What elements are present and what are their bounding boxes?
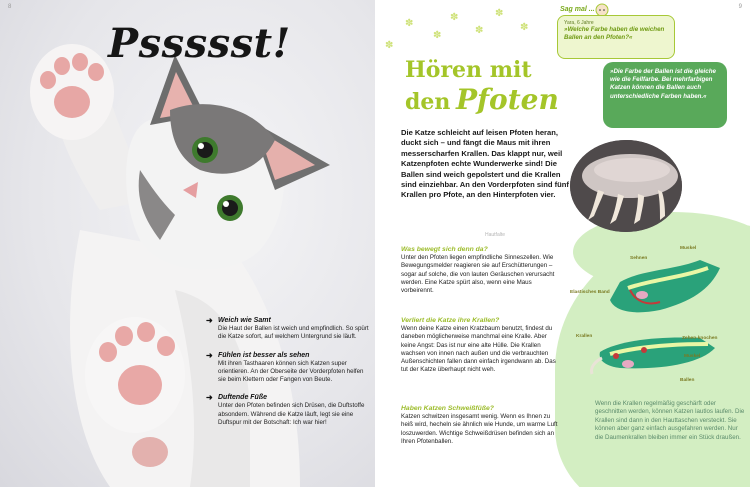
- fact-title: Duftende Füße: [218, 394, 267, 402]
- fact-text: Unter den Pfoten befinden sich Drüsen, die Duftstoffe absondern. Während die Katze läuft, legt sie eine Duftspur mit der Botschaft: Ich war hier!: [218, 402, 365, 427]
- headline: Pssssst!: [108, 20, 291, 67]
- fact-item: [206, 351, 372, 385]
- paw-print-icon: ✽: [405, 18, 414, 29]
- intro-text: Die Katze schleicht auf leisen Pfoten heran, duckt sich – und fängt die Maus mit ihren messerscharfen Krallen. Das klappt nur, weil Katzenpfoten echte Wunderwerke sind! Die Ballen sind weich gepolstert und die Krallen sind einziehbar. An den Vorderpfoten sind fünf Krallen pro Pfote, an den Hinterpfoten vier.: [401, 128, 569, 200]
- arrow-icon: ➜: [206, 316, 213, 325]
- qa-answer: Unter den Pfoten liegen empfindliche Sinneszellen. Wie Bewegungsmelder reagieren sie auf Erschütterungen – sogar auf solche, die von lauten Geräuschen verursacht werden. Eine Katze spürt also, wenn eine Maus vorbeirennt.: [401, 254, 555, 295]
- title-line-2a: den: [405, 89, 451, 115]
- claw-photo: [570, 140, 682, 232]
- label-elastisches-band: Elastisches Band: [570, 290, 610, 295]
- fact-item: [206, 316, 372, 342]
- arrow-icon: ➜: [206, 350, 213, 360]
- title-line-1: Hören mit: [405, 57, 532, 83]
- bubble-question: »Welche Farbe haben die weichen Ballen an den Pfoten?«: [564, 26, 665, 41]
- page-title: [405, 55, 559, 119]
- qa-question: Haben Katzen Schweißfüße?: [401, 405, 494, 412]
- paw-print-icon: ✽: [385, 40, 394, 51]
- label-ballen: Ballen: [680, 378, 695, 383]
- fact-item: [206, 393, 372, 427]
- qa-block: [401, 316, 563, 375]
- label-sehnen: Sehnen: [630, 256, 648, 261]
- fact-text: Die Haut der Ballen ist weich und empfindlich. So spürt die Katze sofort, auf welchem Untergrund sie läuft.: [218, 325, 369, 341]
- bubble-answer: »Die Farbe der Ballen ist die gleiche wie die Fellfarbe. Bei mehrfarbigen Katzen können die Ballen auch unterschiedliche Farben haben.«: [610, 68, 716, 100]
- fact-title: Weich wie Samt: [218, 317, 271, 324]
- fact-list: [206, 316, 372, 436]
- paw-print-icon: ✽: [520, 22, 529, 33]
- arrow-icon: ➜: [206, 393, 213, 403]
- bubble-label: Sag mal ...: [560, 6, 595, 13]
- photo-caption: Hautfalte: [485, 232, 506, 238]
- right-page: [375, 0, 750, 487]
- claw-text: Wenn die Krallen regelmäßig geschärft oder geschnitten werden, können Katzen lautlos laufen. Die Krallen sind dann in den Hauttaschen versteckt. Sie können aber ganz einfach ausgefahren werden. Nur die Daumenkrallen bleiben immer ein Stück draußen.: [595, 400, 745, 441]
- paw-print-icon: ✽: [475, 25, 484, 36]
- qa-block: [401, 404, 563, 446]
- qa-question: Verliert die Katze ihre Krallen?: [401, 317, 500, 324]
- answer-bubble: [603, 62, 727, 128]
- paw-print-icon: ✽: [495, 8, 504, 19]
- label-muskel-top: Muskel: [680, 246, 697, 251]
- bubble-author: Yara, 6 Jahre: [564, 20, 594, 26]
- fact-title: Fühlen ist besser als sehen: [218, 351, 310, 359]
- page-number-left: 8: [8, 4, 12, 10]
- question-bubble: [557, 15, 675, 59]
- fact-text: Mit ihren Tasthaaren können sich Katzen super orientieren. An der Oberseite der Vorderpfoten helfen sie beim Klettern oder Fangen von Beute.: [218, 359, 364, 384]
- qa-question: Was bewegt sich denn da?: [401, 246, 488, 253]
- paw-print-icon: ✽: [450, 12, 459, 23]
- paw-anatomy-diagram: [570, 240, 745, 400]
- qa-answer: Katzen schwitzen insgesamt wenig. Wenn es Ihnen zu heiß wird, hecheln sie ähnlich wie Hunde, um warme Luft loszuwerden. Wichtige Schweißdrüsen befinden sich an Ihren Pfotenballen.: [401, 413, 558, 445]
- page-number-right: 9: [738, 4, 742, 10]
- paw-print-icon: ✽: [433, 30, 442, 41]
- label-muskel-bottom: Muskel: [684, 354, 701, 359]
- qa-answer: Wenn deine Katze einen Kratzbaum benutzt, findest du daneben möglicherweise manchmal eine Kralle. Aber keine Angst: Das ist nur eine alte Hülle. Die Krallen wachsen von innen nach außen und die verbrauchten Außenschichten fallen dann einfach irgendwann ab. Das tut der Katze überhaupt nicht weh.: [401, 325, 556, 374]
- qa-block: [401, 245, 563, 295]
- label-zehenknochen: Zehen-knochen: [682, 336, 718, 341]
- label-krallen: Krallen: [576, 334, 593, 339]
- title-line-2b: Pfoten: [455, 83, 559, 116]
